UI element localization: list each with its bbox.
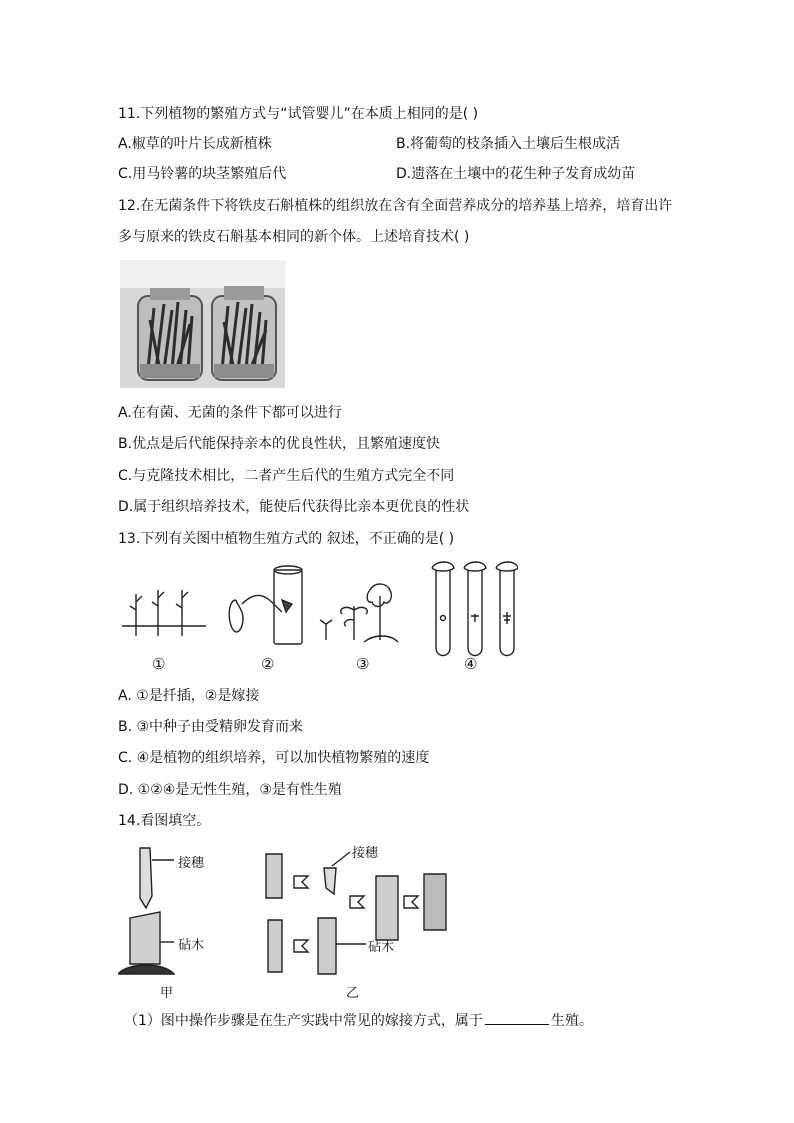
q11-option-b: B.将葡萄的枝条插入土壤后生根成活	[396, 136, 621, 152]
figure-label-yi: 乙	[346, 986, 360, 1001]
figure-label-3: ③	[356, 655, 370, 673]
scion-label-yi: 接穗	[352, 846, 379, 861]
q13-option-c: C. ④是植物的组织培养，可以加快植物繁殖的速度	[118, 750, 430, 766]
plant-reproduction-figures	[118, 560, 518, 670]
answer-blank[interactable]	[485, 1010, 549, 1025]
q12-stem-line1: 12.在无菌条件下将铁皮石斛植株的组织放在含有全面营养成分的培养基上培养，培育出许	[118, 198, 673, 214]
q12-option-c: C.与克隆技术相比，二者产生后代的生殖方式完全不同	[118, 468, 455, 484]
q12-option-d: D.属于组织培养技术，能使后代获得比亲本更优良的性状	[118, 499, 470, 515]
q13-option-a: A. ①是扦插，②是嫁接	[118, 688, 260, 704]
q14-sub1-suffix: 生殖。	[550, 1013, 593, 1029]
figure-label-1: ①	[152, 655, 166, 673]
q13-stem: 13.下列有关图中植物生殖方式的 叙述，不正确的是( )	[118, 531, 455, 547]
q11-option-d: D.遗落在土壤中的花生种子发育成幼苗	[396, 166, 636, 182]
stock-label-yi: 砧木	[368, 940, 395, 955]
q12-stem-line2: 多与原来的铁皮石斛基本相同的新个体。上述培育技术( )	[118, 229, 470, 245]
q14-sub1	[124, 1010, 593, 1031]
figure-label-jia: 甲	[160, 986, 174, 1001]
q11-option-c: C.用马铃薯的块茎繁殖后代	[118, 166, 287, 182]
q12-option-a: A.在有菌、无菌的条件下都可以进行	[118, 405, 342, 421]
stock-label-jia: 砧木	[178, 938, 205, 953]
q11-stem: 11.下列植物的繁殖方式与“试管婴儿”在本质上相同的是( )	[118, 106, 479, 122]
q14-stem: 14.看图填空。	[118, 813, 211, 829]
q13-option-b: B. ③中种子由受精卵发育而来	[118, 719, 304, 735]
figure-label-2: ②	[261, 655, 275, 673]
q13-option-d: D. ①②④是无性生殖，③是有性生殖	[118, 782, 342, 798]
figure-label-4: ④	[464, 655, 478, 673]
q11-option-a: A.椒草的叶片长成新植株	[118, 136, 272, 152]
grafting-diagram	[118, 840, 458, 980]
q12-option-b: B.优点是后代能保持亲本的优良性状，且繁殖速度快	[118, 436, 441, 452]
tissue-culture-jars-photo	[120, 260, 285, 388]
q14-sub1-prefix: （1）图中操作步骤是在生产实践中常见的嫁接方式，属于	[124, 1013, 483, 1029]
scion-label-jia: 接穗	[178, 856, 205, 871]
